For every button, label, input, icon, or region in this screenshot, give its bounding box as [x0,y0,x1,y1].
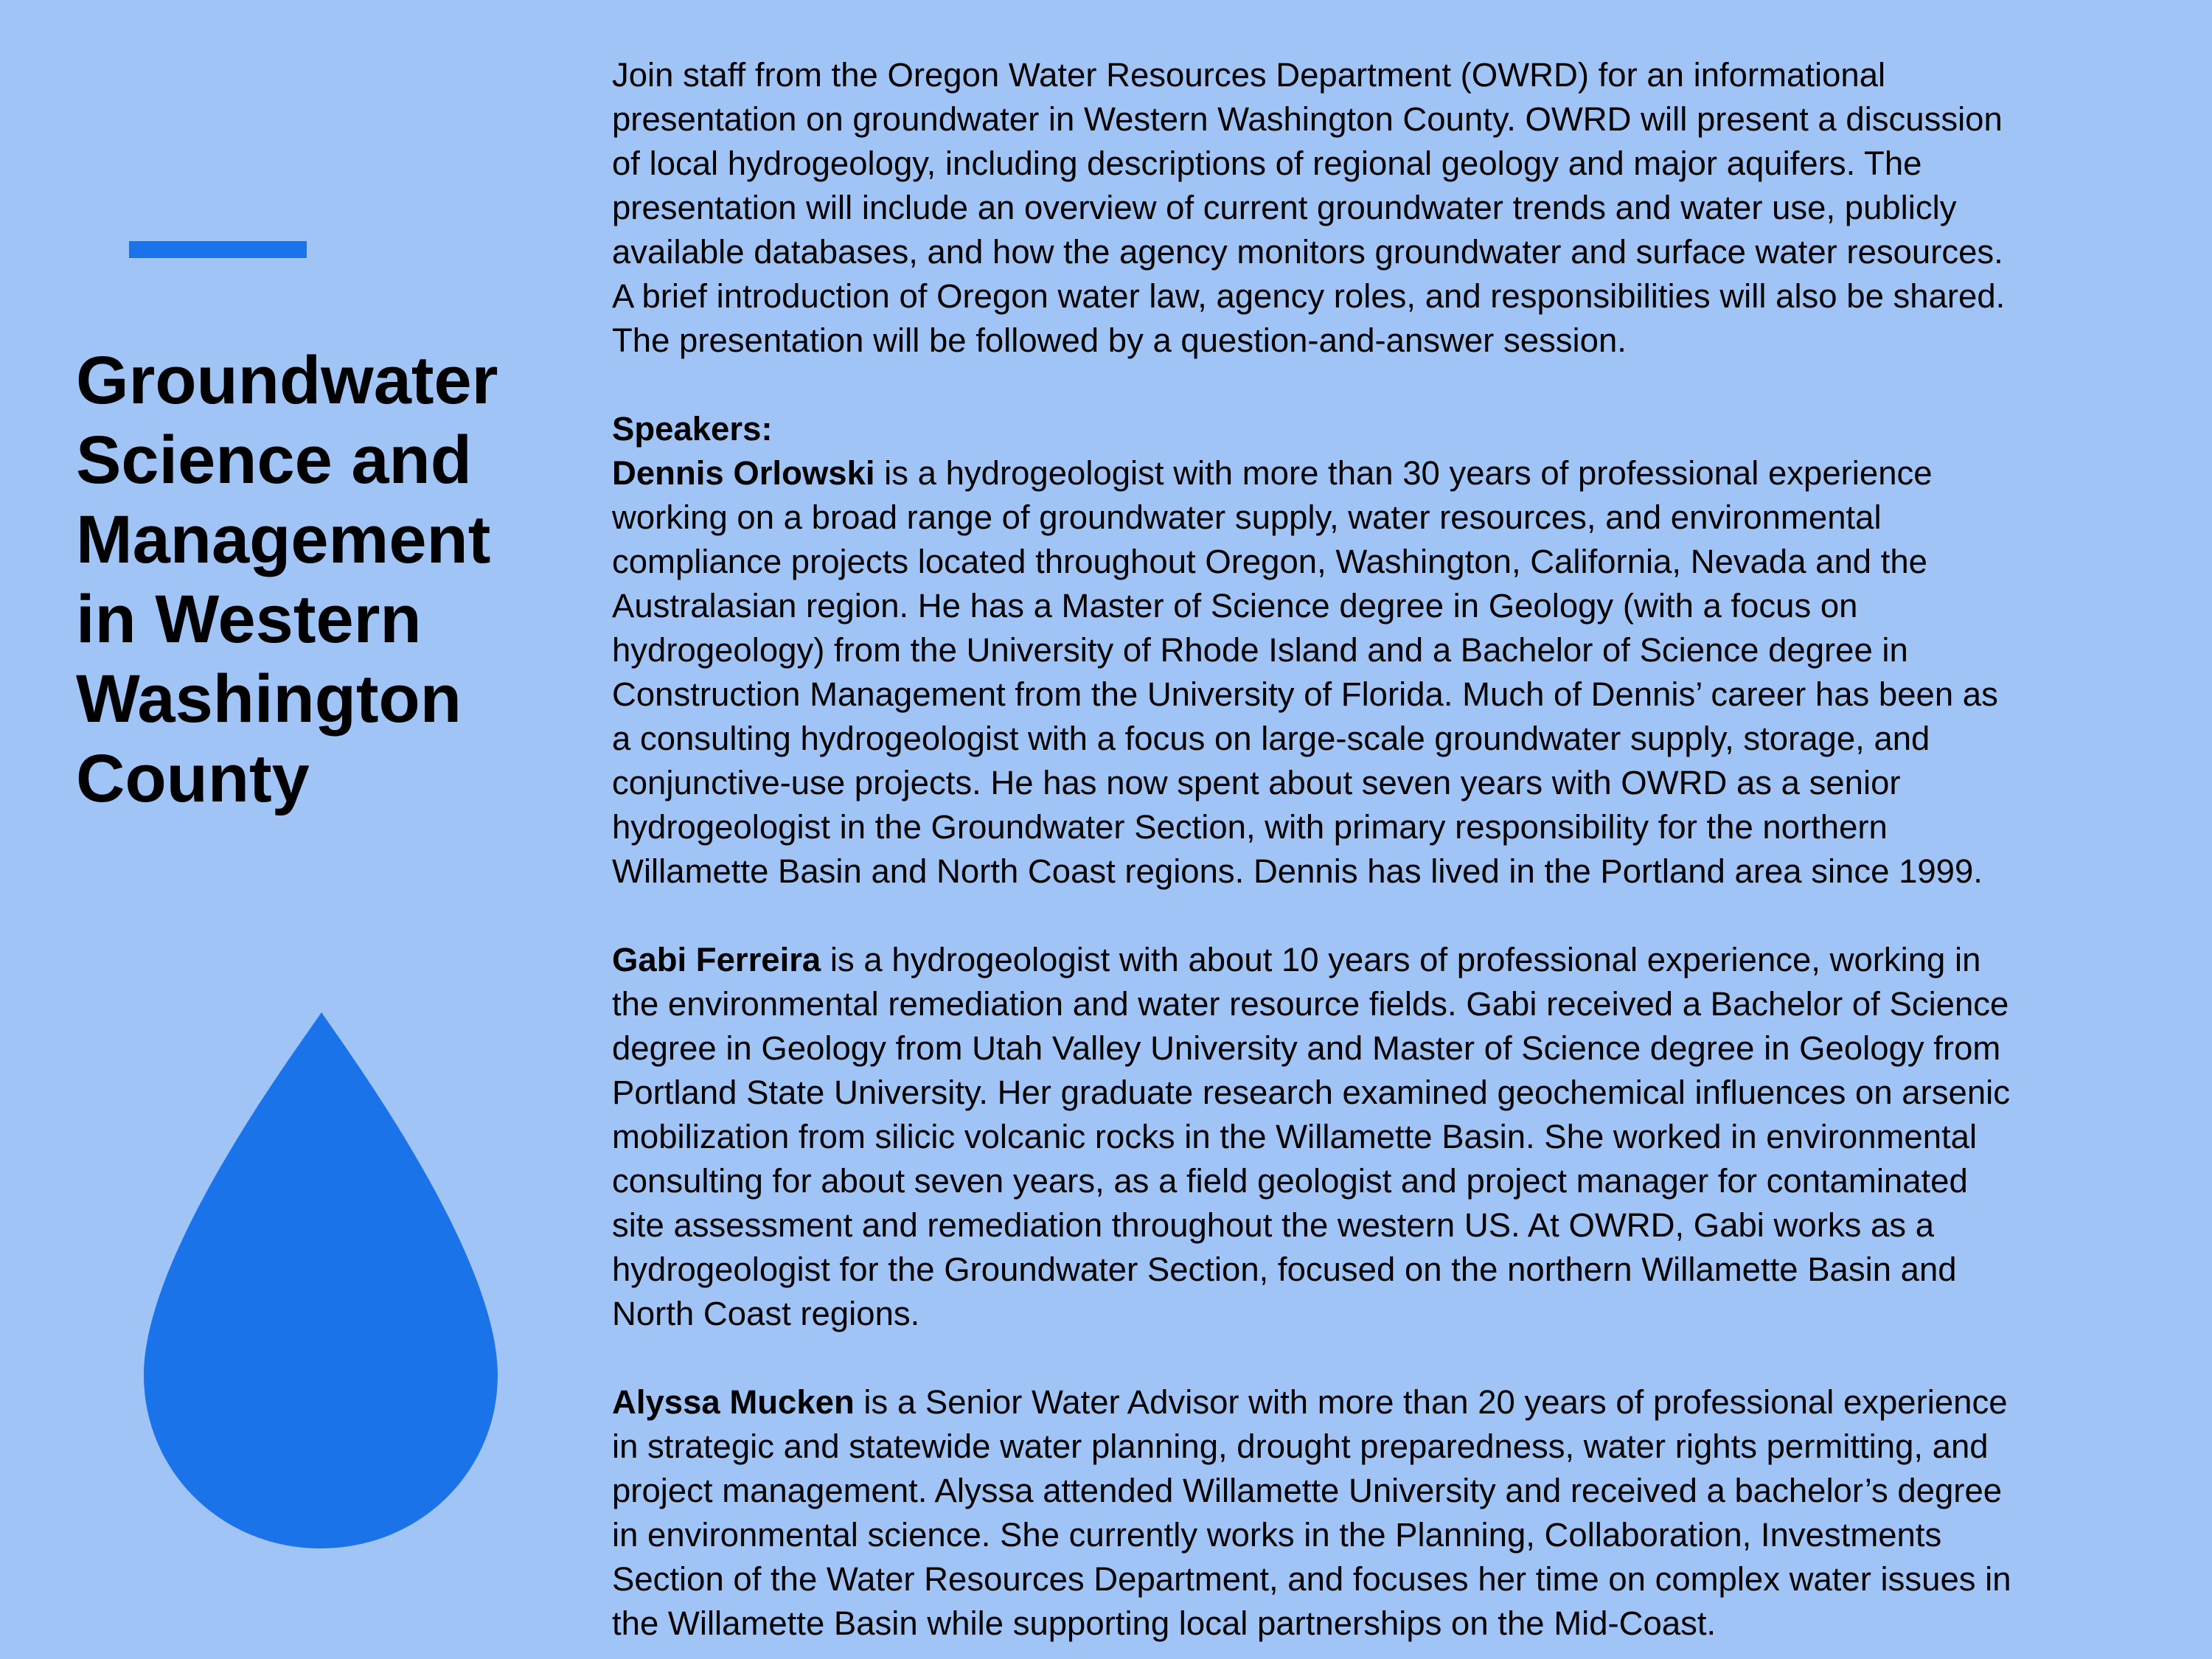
intro-line: presentation on groundwater in Western Washington County. OWRD will present a discussion [612,100,2003,138]
bio-line: in strategic and statewide water planning, drought preparedness, water rights permitting, and [612,1427,1989,1465]
intro-line: of local hydrogeology, including descriptions of regional geology and major aquifers. The [612,145,1922,182]
speakers-heading-text: Speakers: [612,410,773,448]
bio-line: hydrogeologist for the Groundwater Section, focused on the northern Willamette Basin and [612,1251,1957,1288]
intro-line: presentation will include an overview of current groundwater trends and water use, publicly [612,189,1957,226]
bio-line: mobilization from silicic volcanic rocks in the Willamette Basin. She worked in environmental [612,1118,1978,1155]
bio-line: consulting for about seven years, as a field geologist and project manager for contaminated [612,1162,1968,1200]
intro-line: Join staff from the Oregon Water Resources Department (OWRD) for an informational [612,56,1886,94]
bio-line: Section of the Water Resources Department, and focuses her time on complex water issues in [612,1560,2011,1598]
speaker-name: Gabi Ferreira [612,941,821,978]
bio-line: compliance projects located throughout Oregon, Washington, California, Nevada and the [612,543,1927,580]
bio-line: project management. Alyssa attended Willamette University and received a bachelor’s degree [612,1472,2003,1509]
intro-line: A brief introduction of Oregon water law, agency roles, and responsibilities will also be shared. [612,277,2006,315]
title-line: Washington [76,661,462,737]
accent-bar [129,241,307,258]
title-line: Management [76,502,491,577]
bio-line: the environmental remediation and water resource fields. Gabi received a Bachelor of Science [612,985,2009,1023]
speaker-name: Alyssa Mucken [612,1383,855,1421]
bio-line: North Coast regions. [612,1295,920,1332]
intro-line: available databases, and how the agency monitors groundwater and surface water resources. [612,233,2003,271]
bio-line: conjunctive-use projects. He has now spent about seven years with OWRD as a senior [612,764,1901,801]
bio-line: hydrogeologist in the Groundwater Section, with primary responsibility for the northern [612,808,1888,846]
speakers-heading [612,407,2197,451]
bio-line: a consulting hydrogeologist with a focus on large-scale groundwater supply, storage, and [612,720,1930,757]
bio-line: site assessment and remediation throughout the western US. At OWRD, Gabi works as a [612,1206,1935,1244]
bio-line: Construction Management from the University of Florida. Much of Dennis’ career has been as [612,675,1998,713]
bio-line: Portland State University. Her graduate research examined geochemical influences on arsenic [612,1074,2010,1111]
bio-line: in environmental science. She currently works in the Planning, Collaboration, Investments [612,1516,1942,1554]
speaker-bio-alyssa-mucken [612,1380,2197,1646]
bio-first-line [612,451,2197,495]
bio-first-line-text: is a hydrogeologist with more than 30 years of professional experience [874,454,1933,492]
bio-line: Willamette Basin and North Coast regions. Dennis has lived in the Portland area since 1999. [612,852,1983,890]
title-line: Groundwater [76,343,498,418]
speaker-name: Dennis Orlowski [612,454,875,492]
bio-line: working on a broad range of groundwater supply, water resources, and environmental [612,498,1882,536]
bio-first-line [612,938,2197,982]
intro-paragraph [612,53,2197,363]
bio-line: degree in Geology from Utah Valley University and Master of Science degree in Geology from [612,1029,2001,1067]
intro-line: The presentation will be followed by a question-and-answer session. [612,321,1627,359]
bio-line: Australasian region. He has a Master of Science degree in Geology (with a focus on [612,587,1858,625]
water-drop-icon [144,1012,498,1548]
bio-line: hydrogeology) from the University of Rhode Island and a Bachelor of Science degree in [612,631,1908,669]
bio-line: the Willamette Basin while supporting local partnerships on the Mid-Coast. [612,1604,1717,1642]
bio-first-line-text: is a Senior Water Advisor with more than 20 years of professional experience [854,1383,2008,1421]
bio-first-line [612,1380,2197,1425]
page-title [76,341,548,818]
title-line: in Western [76,582,422,657]
title-line: Science and [76,422,472,498]
speaker-bio-dennis-orlowski [612,451,2197,894]
speaker-bio-gabi-ferreira [612,938,2197,1336]
bio-first-line-text: is a hydrogeologist with about 10 years of professional experience, working in [821,941,1981,978]
event-description [612,53,2197,1646]
title-line: County [76,741,310,816]
